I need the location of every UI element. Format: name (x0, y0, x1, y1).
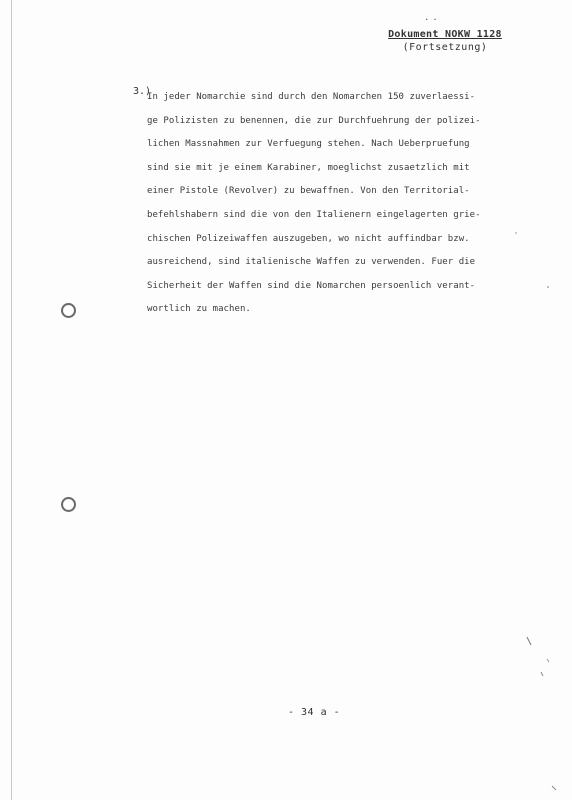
body-line: lichen Massnahmen zur Verfuegung stehen. Nach Ueberpruefung (147, 139, 470, 150)
continuation-note: (Fortsetzung) (402, 42, 488, 53)
body-line: Sicherheit der Waffen sind die Nomarchen persoenlich verant- (147, 280, 476, 291)
top-marks: .. (424, 13, 441, 23)
body-line: ge Polizisten zu benennen, die zur Durchfuehrung der polizei- (147, 115, 481, 126)
body-line: chischen Polizeiwaffen auszugeben, wo nicht auffindbar bzw. (147, 233, 470, 244)
body-line: ausreichend, sind italienische Waffen zu verwenden. Fuer die (147, 257, 476, 268)
body-line: befehlshabern sind die von den Italienern eingelagerten grie- (147, 209, 481, 220)
body-line: In jeder Nomarchie sind durch den Nomarchen 150 zuverlaessi- (147, 92, 476, 102)
item-number: 3.) (133, 86, 152, 97)
page-number: - 34 a - (288, 707, 341, 718)
body-line: einer Pistole (Revolver) zu bewaffnen. Von den Territorial- (147, 186, 470, 197)
body-line: wortlich zu machen. (147, 304, 251, 315)
document-reference: Dokument NOKW 1128 (388, 29, 502, 40)
body-line: sind sie mit je einem Karabiner, moeglichst zusaetzlich mit (147, 162, 470, 173)
